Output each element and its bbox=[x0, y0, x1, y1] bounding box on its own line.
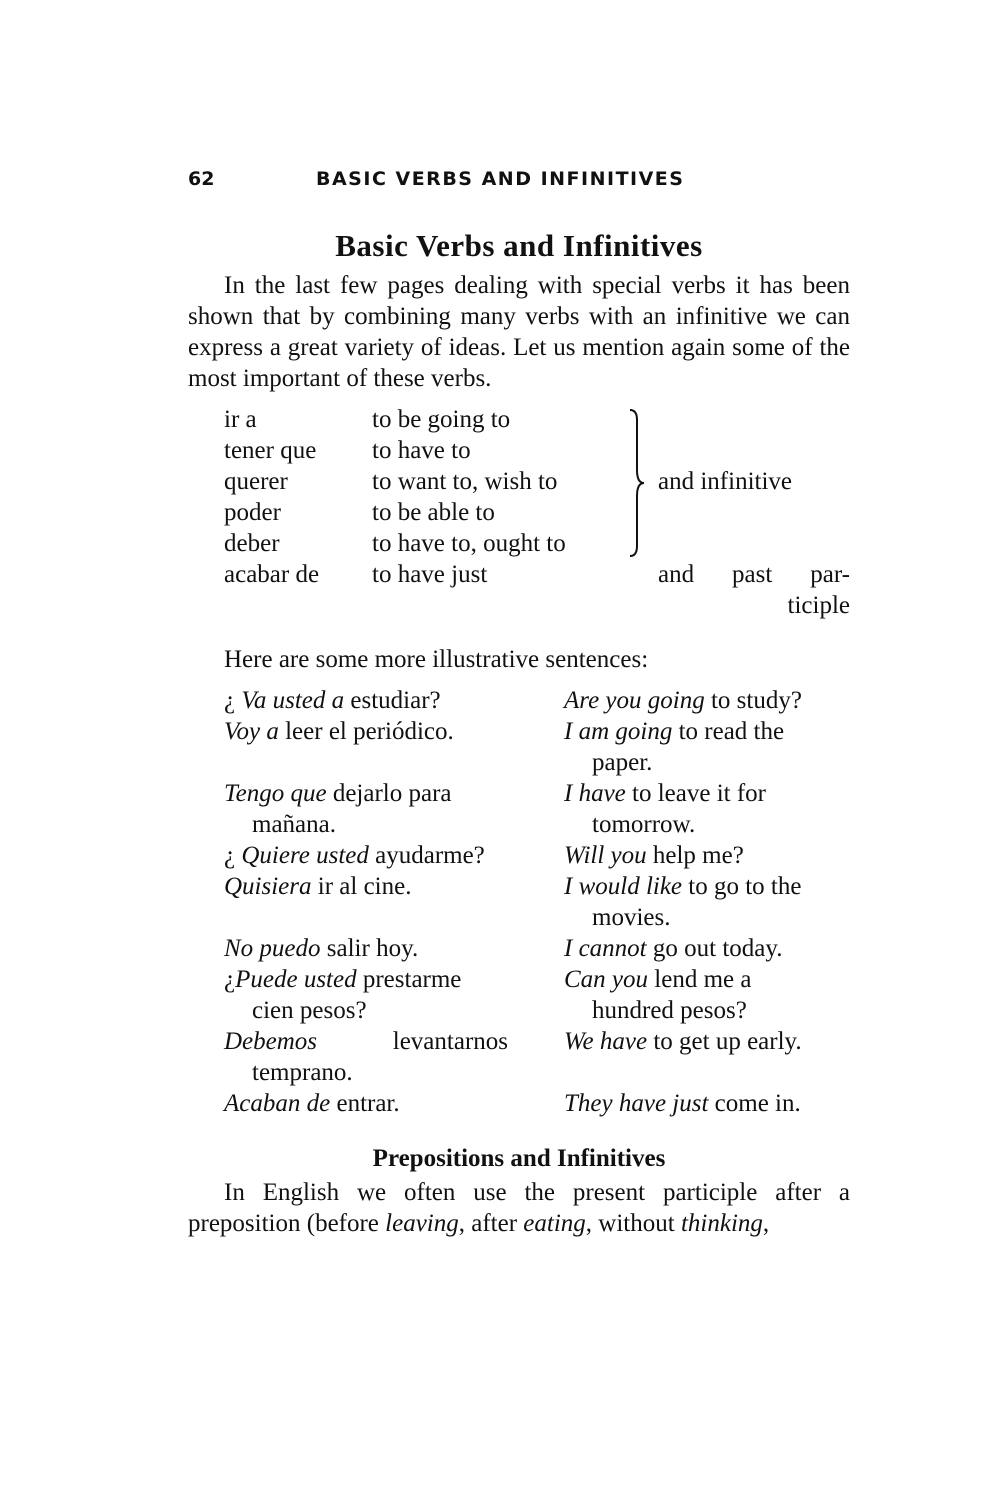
sentence-italic: Puede usted bbox=[235, 966, 357, 993]
sentence-italic: I would like bbox=[564, 873, 683, 900]
sentence-continuation: temprano. bbox=[252, 1059, 353, 1086]
verb-spanish: poder bbox=[224, 499, 281, 526]
verb-spanish: deber bbox=[224, 530, 280, 557]
sentence-text: ¿ bbox=[224, 687, 242, 714]
spanish-sentence bbox=[224, 778, 508, 840]
sentence-text: leer el periódico. bbox=[278, 718, 454, 745]
sentence-italic: Tengo que bbox=[224, 780, 327, 807]
english-sentence bbox=[564, 1088, 850, 1119]
sentence-continuation: paper. bbox=[592, 749, 653, 776]
sentence-italic: Can you bbox=[564, 966, 649, 993]
verb-english: to want to, wish to bbox=[372, 468, 558, 495]
sentence-italic: They have just bbox=[564, 1090, 709, 1117]
sentence-text: to read the bbox=[672, 718, 785, 745]
english-sentence bbox=[564, 840, 850, 871]
sentence-text: ir al cine. bbox=[311, 873, 412, 900]
paragraph-italic: leaving bbox=[385, 1210, 459, 1237]
sentence-italic: I am going bbox=[564, 718, 673, 745]
pp-word: par- bbox=[810, 561, 850, 588]
sentence-text: come in. bbox=[708, 1090, 801, 1117]
sentence-continuation: hundred pesos? bbox=[592, 997, 747, 1024]
spanish-sentence bbox=[224, 716, 508, 747]
sentence-text: levantarnos bbox=[392, 1028, 508, 1055]
sentence-italic: Quisiera bbox=[224, 873, 312, 900]
sentence-continuation: tomorrow. bbox=[592, 811, 696, 838]
sentence-italic: Acaban de bbox=[224, 1090, 331, 1117]
page-number: 62 bbox=[188, 168, 215, 190]
running-title: BASIC VERBS AND INFINITIVES bbox=[316, 168, 685, 190]
english-sentence bbox=[564, 871, 850, 933]
sentence-continuation: movies. bbox=[592, 904, 671, 931]
book-page bbox=[188, 160, 850, 1239]
paragraph-text: , bbox=[762, 1210, 770, 1237]
subsection-title: Prepositions and Infinitives bbox=[372, 1145, 666, 1172]
paragraph-italic: eating bbox=[523, 1210, 586, 1237]
paragraph-text: , after bbox=[458, 1210, 524, 1237]
past-participle-label bbox=[658, 559, 850, 621]
sentence-text: ¿ bbox=[224, 842, 242, 869]
verb-table bbox=[188, 404, 850, 634]
english-sentence bbox=[564, 1026, 850, 1057]
sentence-text: estudiar? bbox=[344, 687, 441, 714]
sentence-continuation: mañana. bbox=[252, 811, 336, 838]
spanish-sentence bbox=[224, 964, 508, 1026]
sentence-italic: Are you going bbox=[564, 687, 705, 714]
sentence-continuation: cien pesos? bbox=[252, 997, 367, 1024]
sentence-text: help me? bbox=[646, 842, 744, 869]
sentence-text: to get up early. bbox=[647, 1028, 802, 1055]
verb-english: to be able to bbox=[372, 499, 495, 526]
spanish-sentence bbox=[224, 871, 508, 902]
english-sentence bbox=[564, 933, 850, 964]
verb-spanish: tener que bbox=[224, 437, 317, 464]
sentence-italic: I have bbox=[564, 780, 626, 807]
english-sentence bbox=[564, 964, 850, 1026]
verb-english: to have to, ought to bbox=[372, 530, 566, 557]
sentence-text: lend me a bbox=[648, 966, 752, 993]
verb-english: to have just bbox=[372, 561, 488, 588]
verb-spanish: ir a bbox=[224, 406, 257, 433]
paragraph-text: , without bbox=[585, 1210, 681, 1237]
sentence-italic: No puedo bbox=[224, 935, 321, 962]
sentence-italic: Will you bbox=[564, 842, 647, 869]
verb-spanish: querer bbox=[224, 468, 288, 495]
paragraph-italic: thinking bbox=[680, 1210, 763, 1237]
spanish-sentence bbox=[224, 1026, 508, 1088]
sentence-text: dejarlo para bbox=[326, 780, 452, 807]
sentence-text: go out today. bbox=[646, 935, 783, 962]
closing-paragraph bbox=[188, 1177, 850, 1239]
verb-spanish: acabar de bbox=[224, 561, 320, 588]
example-sentences bbox=[188, 685, 850, 1115]
sentence-text: to study? bbox=[704, 687, 802, 714]
sentence-italic: Quiere usted bbox=[241, 842, 369, 869]
paragraph-text: In English we often use the present participle after a preposition (before bbox=[188, 1179, 850, 1237]
english-sentence bbox=[564, 778, 850, 840]
sentence-text: to go to the bbox=[682, 873, 802, 900]
right-brace-icon bbox=[628, 408, 658, 558]
sentence-italic: Debemos bbox=[224, 1028, 318, 1055]
spanish-sentence bbox=[224, 685, 508, 716]
past-participle-line bbox=[658, 559, 850, 590]
sentence-italic: I cannot bbox=[564, 935, 647, 962]
sentence-text: prestarme bbox=[356, 966, 462, 993]
brace-label: and infinitive bbox=[658, 468, 792, 495]
intro-paragraph: In the last few pages dealing with special verbs it has been shown that by combining many verbs with an infinitive we can express a great variety of ideas. Let us mention again some of the most important of these verbs. bbox=[188, 272, 850, 392]
sentence-text: ayudarme? bbox=[368, 842, 485, 869]
pp-word: past bbox=[732, 561, 773, 588]
sentence-italic: Voy a bbox=[224, 718, 279, 745]
sentence-text: entrar. bbox=[330, 1090, 400, 1117]
english-sentence bbox=[564, 716, 850, 778]
pp-continuation: ticiple bbox=[787, 592, 850, 619]
spanish-sentence bbox=[224, 840, 508, 871]
verb-english: to be going to bbox=[372, 406, 511, 433]
spanish-sentence bbox=[224, 933, 508, 964]
pp-word: and bbox=[658, 561, 695, 588]
verb-english: to have to bbox=[372, 437, 471, 464]
spanish-sentence bbox=[224, 1088, 508, 1119]
sentence-text: ¿ bbox=[224, 966, 236, 993]
sentence-text: salir hoy. bbox=[320, 935, 419, 962]
sentence-text: to leave it for bbox=[625, 780, 767, 807]
examples-intro: Here are some more illustrative sentences: bbox=[224, 646, 649, 673]
sentence-italic: We have bbox=[564, 1028, 648, 1055]
section-title: Basic Verbs and Infinitives bbox=[335, 228, 703, 263]
sentence-italic: Va usted a bbox=[241, 687, 345, 714]
running-head bbox=[188, 160, 850, 200]
english-sentence bbox=[564, 685, 850, 716]
